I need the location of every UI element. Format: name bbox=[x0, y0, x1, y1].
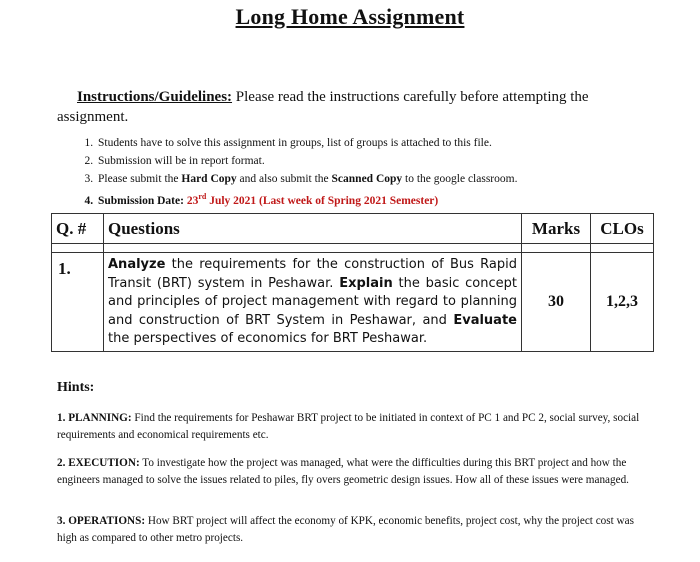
question-clos: 1,2,3 bbox=[591, 253, 654, 352]
header-marks: Marks bbox=[522, 214, 591, 244]
question-keyword: Explain bbox=[339, 275, 393, 291]
hint-operations bbox=[57, 513, 645, 547]
instructions-text: Please read the instructions carefully before attempting the assignment. bbox=[57, 89, 589, 125]
date-suffix: rd bbox=[198, 192, 207, 201]
hint-execution bbox=[57, 455, 645, 489]
rule-bold: Scanned Copy bbox=[331, 173, 403, 185]
rule-item bbox=[96, 170, 676, 188]
question-part: the basic concept and principles of project management with regard to planning and construction of BRT System in Peshawar, and bbox=[108, 275, 517, 328]
hint-label: 1. PLANNING: bbox=[57, 412, 132, 424]
rule-text: Please submit the bbox=[98, 173, 182, 185]
question-keyword: Evaluate bbox=[453, 312, 517, 328]
table-spacer-row bbox=[52, 244, 654, 253]
table-header-row bbox=[52, 214, 654, 244]
rule-item: 1. Students have to solve this assignment in groups, list of groups is attached to this file. bbox=[96, 134, 676, 152]
instructions-paragraph bbox=[57, 87, 647, 127]
question-number: 1. bbox=[52, 253, 104, 352]
date-day: 23 bbox=[186, 194, 199, 207]
questions-table bbox=[51, 213, 654, 352]
header-qnum: Q. # bbox=[52, 214, 104, 244]
hint-label: 3. OPERATIONS: bbox=[57, 515, 146, 527]
submission-date-label: Submission Date: bbox=[98, 194, 187, 207]
question-keyword: Analyze bbox=[108, 257, 166, 272]
hint-label: 2. EXECUTION: bbox=[57, 457, 140, 469]
submission-date-item bbox=[96, 188, 676, 210]
rule-item: 2. Submission will be in report format. bbox=[96, 152, 676, 170]
table-row bbox=[52, 253, 654, 352]
question-marks: 30 bbox=[522, 253, 591, 352]
rules-list bbox=[76, 134, 676, 210]
question-part: the perspectives of economics for BRT Peshawar. bbox=[108, 331, 428, 346]
question-text bbox=[104, 253, 522, 352]
date-rest: July 2021 (Last week of Spring 2021 Semester) bbox=[206, 194, 439, 207]
hint-text: How BRT project will affect the economy of KPK, economic benefits, project cost, why the project cost was high as compared to other metro projects. bbox=[57, 515, 634, 544]
header-clos: CLOs bbox=[591, 214, 654, 244]
rule-bold: Hard Copy bbox=[181, 173, 237, 185]
hint-text: To investigate how the project was managed, what were the difficulties during this BRT project and how the engineers managed to solve the issues related to piles, fly overs geometric design issues. How all of these issues were managed. bbox=[57, 457, 629, 486]
rule-text: to the google classroom. bbox=[402, 173, 518, 185]
assignment-title: Long Home Assignment bbox=[235, 4, 465, 29]
rule-text: and also submit the bbox=[236, 173, 332, 185]
header-questions: Questions bbox=[104, 214, 522, 244]
hint-planning bbox=[57, 410, 645, 444]
question-part: the requirements for the construction of Bus Rapid Transit (BRT) system in Peshawar. bbox=[108, 257, 517, 291]
instructions-lead: Instructions/Guidelines: bbox=[77, 89, 233, 105]
hint-text: Find the requirements for Peshawar BRT project to be initiated in context of PC 1 and PC 2, social survey, social requirements and economical requirements etc. bbox=[57, 412, 640, 441]
submission-date-value bbox=[186, 192, 439, 207]
hints-title: Hints: bbox=[57, 380, 95, 395]
